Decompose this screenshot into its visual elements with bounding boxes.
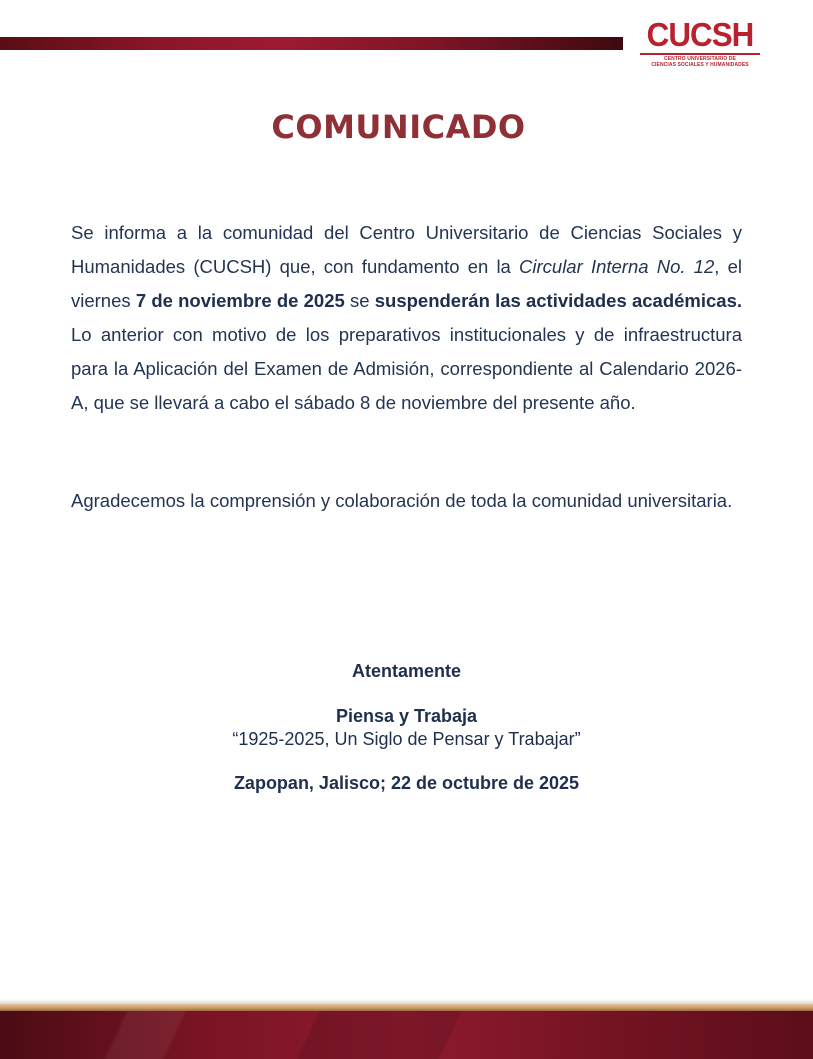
document-title: COMUNICADO — [271, 108, 526, 146]
suspension-date: 7 de noviembre de 2025 — [135, 289, 345, 311]
paragraph-text: Lo anterior con motivo de los preparativos institucionales y de infraestructura para la Aplicación del Examen de Admisión, correspondiente al Calendario 2026-A, que se llevará a cabo el sábado 8 de noviembre del presente año. — [71, 323, 742, 413]
centenary-slogan: “1925-2025, Un Siglo de Pensar y Trabajar” — [232, 729, 581, 749]
logo-subtitle-line1: CENTRO UNIVERSITARIO DE — [664, 56, 736, 62]
paragraph-text: Se informa a la comunidad del Centro Universitario de Ciencias Sociales y Humanidades (CUCSH) que, con fundamento en la — [71, 222, 742, 277]
motto: Piensa y Trabaja — [335, 706, 478, 726]
cucsh-logo — [638, 18, 762, 68]
suspension-notice: suspenderán las actividades académicas. — [374, 289, 743, 311]
place-date: Zapopan, Jalisco; 22 de octubre de 2025 — [233, 773, 580, 793]
thanks-paragraph: Agradecemos la comprensión y colaboración de toda la comunidad universitaria. — [71, 490, 733, 511]
footer-decorative-band — [0, 1011, 813, 1059]
logo-subtitle-line2: CIENCIAS SOCIALES Y HUMANIDADES — [651, 62, 749, 68]
paragraph-text: , el viernes — [71, 255, 742, 311]
logo-wordmark: CUCSH — [646, 16, 754, 53]
footer-gold-stripe — [0, 1004, 813, 1011]
announcement-paragraph — [71, 216, 742, 419]
header-decorative-bar — [0, 37, 623, 50]
closing-atentamente: Atentamente — [351, 661, 462, 681]
paragraph-text: se — [344, 289, 375, 311]
circular-reference: Circular Interna No. 12 — [519, 255, 715, 277]
logo-divider — [640, 53, 760, 55]
